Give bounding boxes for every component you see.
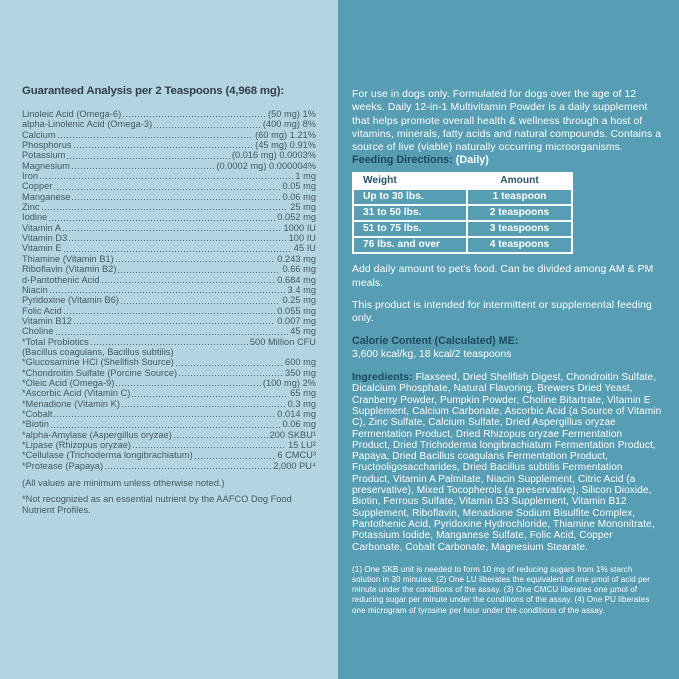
dot-leader (116, 261, 276, 262)
analysis-row-name: *Ascorbic Acid (Vitamin C) (22, 388, 131, 399)
dot-leader (54, 416, 275, 417)
analysis-row-name: d-Pantothenic Acid (22, 274, 100, 285)
analysis-row-value: (0.016 mg) 0.0003% (231, 150, 316, 161)
feeding-table-row (353, 237, 572, 253)
dot-leader (118, 272, 280, 273)
analysis-row-name: Thiamine (Vitamin B1) (22, 253, 114, 264)
analysis-row-name: *Protease (Papaya) (22, 460, 104, 471)
analysis-row-value: 0.007 mg (277, 315, 316, 326)
feeding-weight-cell: 76 lbs. and over (353, 237, 467, 253)
analysis-row-name: Potassium (22, 150, 66, 161)
analysis-row (22, 388, 316, 398)
analysis-row-value: 6 CMCU³ (277, 450, 316, 461)
dot-leader (74, 147, 254, 148)
analysis-row-name: Copper (22, 181, 53, 192)
analysis-row (22, 243, 316, 253)
analysis-row-value: 0.055 mg (277, 305, 316, 316)
analysis-row (22, 223, 316, 233)
dot-leader (116, 385, 260, 386)
analysis-row-value: (45 mg) 0.91% (255, 140, 316, 151)
analysis-row-name: Phosphorus (22, 140, 72, 151)
analysis-row (22, 440, 316, 450)
feeding-table-header-row (353, 173, 572, 189)
analysis-row-value: 45 mg (290, 326, 316, 337)
analysis-row-name: Vitamin A (22, 222, 62, 233)
analysis-row-name: *Cobalt (22, 408, 53, 419)
analysis-row-value: 0.243 mg (277, 253, 316, 264)
calorie-content-label: Calorie Content (Calculated) ME: (352, 334, 519, 347)
feeding-amount-cell: 2 teaspoons (467, 205, 572, 221)
analysis-row-name: alpha-Linolenic Acid (Omega-3) (22, 119, 153, 130)
analysis-row (22, 130, 316, 140)
analysis-row-value: 45 IU (293, 243, 316, 254)
enzyme-unit-footnotes: (1) One SKB unit is needed to form 10 mg of reducing sugars from 1% starch solution in 30 minutes. (2) One LU liberates the equivalent of one µmol of acid per minute under the conditions of the assay. (3) One CMCU liberates one µmol of reducing sugar per minute under the conditions of the assay. (4) One PU liberates one microgram of tyrosine per hour under the conditions of the assay. (352, 564, 650, 615)
analysis-row-value: 0.66 mg (282, 264, 316, 275)
analysis-row-name: Folic Acid (22, 305, 62, 316)
analysis-row (22, 368, 316, 378)
analysis-row-value: 15 LU² (288, 440, 316, 450)
dot-leader (64, 313, 275, 314)
dot-leader (72, 168, 214, 169)
analysis-row-value: 0.014 mg (277, 408, 316, 419)
analysis-row-name: Magnesium (22, 160, 70, 171)
analysis-row-value: (60 mg) 1.21% (255, 129, 316, 140)
ingredients (352, 372, 662, 553)
dot-leader (50, 292, 286, 293)
analysis-row (22, 119, 316, 129)
dot-leader (72, 199, 280, 200)
dot-leader (67, 158, 230, 159)
analysis-row-name: Choline (22, 326, 54, 337)
dot-leader (195, 458, 276, 459)
analysis-row (22, 140, 316, 150)
dot-leader (122, 406, 286, 407)
analysis-row-value: 0.3 mg (287, 398, 316, 409)
analysis-row (22, 181, 316, 191)
analysis-row-value: 2,000 PU⁴ (273, 460, 316, 471)
minimum-values-note: (All values are minimum unless otherwise noted.) (22, 478, 225, 489)
analysis-row (22, 357, 316, 367)
analysis-row (22, 399, 316, 409)
dot-leader (51, 427, 281, 428)
dot-leader (121, 303, 280, 304)
analysis-row-name: *Glucosamine HCl (Shellfish Source) (22, 357, 174, 368)
feeding-weight-cell: Up to 30 lbs. (353, 189, 467, 205)
analysis-row (22, 171, 316, 181)
intermittent-feeding-note: This product is intended for intermittent or supplemental feeding only. (352, 299, 652, 324)
dot-leader (42, 209, 289, 210)
analysis-row-value: 200 SKBU¹ (269, 429, 316, 440)
analysis-row-name: *Chondroitin Sulfate (Porcine Source) (22, 367, 178, 378)
analysis-row-name: Zinc (22, 202, 40, 213)
dot-leader (64, 251, 292, 252)
analysis-row (22, 109, 316, 119)
dot-leader (179, 375, 283, 376)
analysis-row-value: 3.4 mg (287, 284, 316, 295)
analysis-row (22, 461, 316, 471)
analysis-row-value: 65 mg (290, 388, 316, 399)
analysis-row-value: 0.06 mg (282, 191, 316, 202)
analysis-row-name: *alpha-Amylase (Aspergillus oryzae) (22, 429, 172, 440)
feeding-directions-table (352, 172, 573, 254)
ingredients-label: Ingredients: (352, 372, 413, 384)
dot-leader (176, 365, 283, 366)
analysis-row (22, 254, 316, 264)
feeding-table-row (353, 189, 572, 205)
dot-leader (54, 189, 280, 190)
dot-leader (49, 220, 275, 221)
feeding-amount-cell: 4 teaspoons (467, 237, 572, 253)
analysis-row-name: Niacin (22, 284, 48, 295)
analysis-row (22, 275, 316, 285)
feeding-directions-heading (352, 154, 662, 166)
ingredients-text: Flaxseed, Dried Shellfish Digest, Chondroitin Sulfate, Dicalcium Phosphate, Natural Flavoring, Brewers Dried Yeast, Cranberry Powder, Pumpkin Powder, Choline Bitartrate, Vitamin E Supplement, Calcium Carbonate, Ascorbic Acid (a Source of Vitamin C), Zinc Sulfate, Calcium Sulfate, Dried Aspergillus oryzae Fermentation Product, Dried Rhizopus oryzae Fermentation Product, Dried Trichoderma longibrachiatum Fermentation Product, Papaya, Dried Bacillus coagulans Fermentation Product, Fructooligosaccharides, Dried Bacillus subtilis Fermentation Product, Vitamin A Palmitate, Niacin Supplement, Citric Acid (a preservative), Mixed Tocopherols (a preservative), Silicon Dioxide, Biotin, Ferrous Sulfate, Vitamin D3 Supplement, Vitamin B12 Supplement, Riboflavin, Menadione Sodium Bisulfite Complex, Pantothenic Acid, Pyridoxine Hydrochloride, Thiamine Mononitrate, Potassium Iodide, Manganese Sulfate, Folic Acid, Copper Carbonate, Cobalt Carbonate, Magnesium Stearate. (352, 372, 662, 553)
analysis-row-value: 500 Million CFU (249, 336, 316, 347)
analysis-row-value: 0.052 mg (277, 212, 316, 223)
dot-leader (174, 437, 268, 438)
analysis-row-name: *Cellulase (Trichoderma longibrachiatum) (22, 450, 193, 461)
analysis-row-name: *Total Probiotics (22, 336, 89, 347)
analysis-row (22, 347, 316, 357)
feeding-weight-cell: 51 to 75 lbs. (353, 221, 467, 237)
feeding-amount-cell: 3 teaspoons (467, 221, 572, 237)
feeding-table-head (353, 173, 572, 189)
analysis-row (22, 295, 316, 305)
analysis-row (22, 233, 316, 243)
analysis-row (22, 150, 316, 160)
dot-leader (132, 396, 288, 397)
dot-leader (63, 230, 281, 231)
analysis-row-name: Iodine (22, 212, 48, 223)
analysis-row-name: *Menadione (Vitamin K) (22, 398, 120, 409)
analysis-row-value: (100 mg) 2% (262, 377, 316, 388)
analysis-row (22, 430, 316, 440)
feeding-table-body (353, 189, 572, 253)
analysis-row-value: 100 IU (288, 233, 316, 244)
feeding-table-header-cell: Amount (467, 173, 572, 189)
analysis-row (22, 378, 316, 388)
guaranteed-analysis-heading: Guaranteed Analysis per 2 Teaspoons (4,968 mg): (22, 85, 284, 97)
analysis-row (22, 192, 316, 202)
dot-leader (105, 468, 271, 469)
analysis-row (22, 326, 316, 336)
product-description: For use in dogs only. Formulated for dogs over the age of 12 weeks. Daily 12-in-1 Multivitamin Powder is a daily supplement that helps promote overall health & wellness through a host of vitamins, minerals, fatty acids and natural compounds. Contains a source of live (viable) naturally occurring microorganisms. (352, 89, 662, 154)
dot-leader (58, 137, 254, 138)
analysis-row (22, 285, 316, 295)
guaranteed-analysis-panel (0, 0, 338, 679)
guaranteed-analysis-list (22, 109, 316, 471)
dot-leader (74, 323, 275, 324)
feeding-table-row (353, 205, 572, 221)
analysis-row-name: Pyridoxine (Vitamin B6) (22, 295, 119, 306)
feeding-directions-frequency: (Daily) (455, 154, 489, 167)
dot-leader (40, 178, 293, 179)
dot-leader (154, 127, 261, 128)
analysis-row-name: Manganese (22, 191, 71, 202)
analysis-row (22, 202, 316, 212)
analysis-row-name: Vitamin D3 (22, 233, 68, 244)
feeding-table-header-cell: Weight (353, 173, 467, 189)
analysis-row (22, 419, 316, 429)
add-daily-note: Add daily amount to pet's food. Can be divided among AM & PM meals. (352, 264, 654, 289)
dot-leader (133, 447, 286, 448)
analysis-row-value: 0.25 mg (282, 295, 316, 306)
analysis-row-value: (50 mg) 1% (268, 109, 316, 119)
feeding-directions-label: Feeding Directions: (352, 154, 453, 167)
analysis-row-value: 0.05 mg (282, 181, 316, 192)
dot-leader (69, 240, 286, 241)
analysis-row-value: 25 mg (290, 202, 316, 213)
analysis-row (22, 161, 316, 171)
analysis-row (22, 409, 316, 419)
analysis-row-value: 0.684 mg (277, 274, 316, 285)
analysis-row-name: Iron (22, 171, 39, 182)
analysis-row-name: *Lipase (Rhizopus oryzae) (22, 440, 132, 450)
analysis-row-name: *Biotin (22, 419, 49, 430)
dot-leader (102, 282, 276, 283)
analysis-row-value: 1000 IU (283, 222, 316, 233)
feeding-table-row (353, 221, 572, 237)
analysis-row (22, 212, 316, 222)
feeding-weight-cell: 31 to 50 lbs. (353, 205, 467, 221)
analysis-row-value: 1 mg (295, 171, 316, 182)
analysis-row-name: Calcium (22, 129, 56, 140)
analysis-row-name: Riboflavin (Vitamin B2) (22, 264, 117, 275)
aafco-note: *Not recognized as an essential nutrient by the AAFCO Dog Food Nutrient Profiles. (22, 493, 292, 516)
feeding-amount-cell: 1 teaspoon (467, 189, 572, 205)
analysis-row-name: Linoleic Acid (Omega-6) (22, 109, 122, 119)
calorie-content (352, 335, 662, 361)
analysis-row-value: (0.0002 mg) 0.000004% (216, 160, 316, 171)
analysis-row-name: Vitamin B12 (22, 315, 72, 326)
directions-panel (338, 0, 679, 679)
analysis-row (22, 450, 316, 460)
analysis-row (22, 306, 316, 316)
dot-leader (91, 344, 248, 345)
analysis-row (22, 337, 316, 347)
calorie-content-value: 3,600 kcal/kg, 18 kcal/2 teaspoons (352, 348, 512, 360)
analysis-row (22, 316, 316, 326)
dot-leader (123, 116, 266, 117)
analysis-row (22, 264, 316, 274)
dot-leader (56, 334, 289, 335)
analysis-row-name: Vitamin E (22, 243, 62, 254)
analysis-row-name: *Oleic Acid (Omega-9) (22, 377, 115, 388)
analysis-row-value: (400 mg) 8% (262, 119, 316, 130)
analysis-row-value: 350 mg (285, 367, 316, 378)
analysis-row-name: (Bacillus coagulans, Bacillus subtilis) (22, 346, 174, 357)
analysis-row-value: 0.06 mg (282, 419, 316, 430)
analysis-row-value: 600 mg (285, 357, 316, 368)
